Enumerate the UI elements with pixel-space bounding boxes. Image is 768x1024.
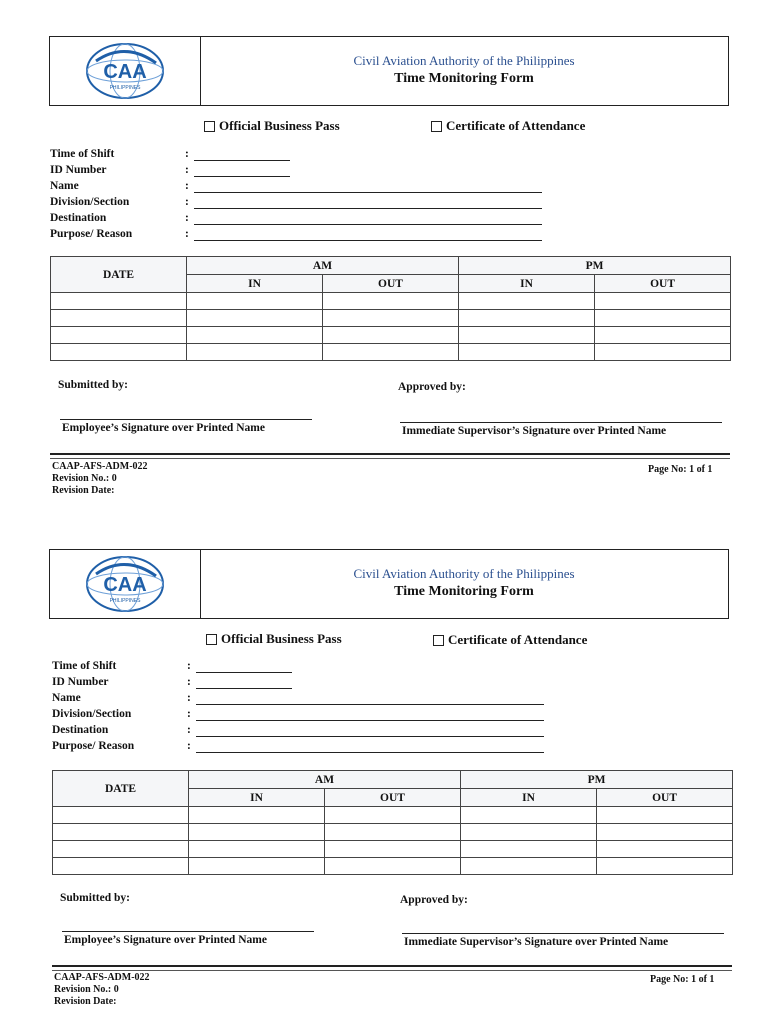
supervisor-signature-label: Immediate Supervisor’s Signature over Printed Name (402, 425, 667, 437)
table-cell[interactable] (323, 293, 459, 310)
revision-date: Revision Date: (54, 996, 117, 1007)
revision-date: Revision Date: (52, 485, 115, 496)
supervisor-signature-label: Immediate Supervisor’s Signature over Printed Name (404, 936, 669, 948)
certificate-of-attendance-option[interactable] (433, 632, 587, 648)
table-cell[interactable] (461, 858, 597, 875)
table-row (51, 344, 731, 361)
table-cell[interactable] (187, 293, 323, 310)
option-label: Official Business Pass (219, 118, 340, 133)
field-colon: : (185, 212, 189, 224)
table-cell[interactable] (323, 344, 459, 361)
am-in-header: IN (189, 789, 325, 807)
field-purpose-reason (52, 740, 552, 756)
option-label: Official Business Pass (221, 631, 342, 646)
field-colon: : (185, 180, 189, 192)
table-cell[interactable] (53, 858, 189, 875)
table-cell[interactable] (189, 807, 325, 824)
certificate-of-attendance-option[interactable] (431, 118, 585, 134)
table-cell[interactable] (325, 807, 461, 824)
field-colon: : (187, 692, 191, 704)
table-row (51, 310, 731, 327)
table-cell[interactable] (53, 824, 189, 841)
field-label: Division/Section (52, 708, 132, 720)
pm-header: PM (459, 257, 731, 275)
table-cell[interactable] (189, 824, 325, 841)
checkbox-icon[interactable] (431, 121, 442, 132)
field-colon: : (185, 164, 189, 176)
page-number: Page No: 1 of 1 (648, 464, 713, 475)
approved-by-label: Approved by: (400, 894, 468, 906)
field-destination (50, 212, 550, 228)
field-label: Destination (50, 212, 107, 224)
field-id-number (52, 676, 552, 692)
logo-subtext: PHILIPPINES (109, 85, 141, 91)
doc-code: CAAP-AFS-ADM-022 (54, 972, 150, 983)
employee-signature-line[interactable] (62, 931, 314, 932)
table-cell[interactable] (595, 327, 731, 344)
table-cell[interactable] (51, 310, 187, 327)
footer-doc-info (54, 972, 150, 1008)
field-colon: : (187, 676, 191, 688)
field-label: Time of Shift (52, 660, 117, 672)
org-name: Civil Aviation Authority of the Philippines (353, 53, 575, 68)
division-section-input[interactable] (194, 208, 542, 209)
date-header: DATE (53, 771, 189, 807)
destination-input[interactable] (196, 736, 544, 737)
table-cell[interactable] (51, 344, 187, 361)
am-in-header: IN (187, 275, 323, 293)
table-cell[interactable] (187, 310, 323, 327)
time-of-shift-input[interactable] (196, 672, 292, 673)
info-fields (50, 148, 550, 244)
table-cell[interactable] (53, 841, 189, 858)
time-table (50, 256, 731, 361)
table-cell[interactable] (459, 293, 595, 310)
checkbox-icon[interactable] (206, 634, 217, 645)
footer-rule (52, 965, 732, 971)
table-cell[interactable] (595, 344, 731, 361)
pm-header: PM (461, 771, 733, 789)
revision-no: Revision No.: 0 (54, 984, 119, 995)
official-business-pass-option[interactable] (204, 118, 340, 134)
table-cell[interactable] (597, 841, 733, 858)
revision-no: Revision No.: 0 (52, 473, 117, 484)
option-label: Certificate of Attendance (446, 118, 586, 133)
field-purpose-reason (50, 228, 550, 244)
table-cell[interactable] (325, 824, 461, 841)
official-business-pass-option[interactable] (206, 631, 342, 647)
supervisor-signature-line[interactable] (400, 422, 722, 423)
table-row (51, 293, 731, 310)
field-label: ID Number (52, 676, 109, 688)
am-header: AM (187, 257, 459, 275)
table-cell[interactable] (53, 807, 189, 824)
submitted-by-label: Submitted by: (60, 892, 130, 904)
employee-signature-line[interactable] (60, 419, 312, 420)
table-cell[interactable] (459, 344, 595, 361)
supervisor-signature-line[interactable] (402, 933, 724, 934)
table-cell[interactable] (189, 841, 325, 858)
purpose-reason-input[interactable] (194, 240, 542, 241)
org-name: Civil Aviation Authority of the Philippines (353, 566, 575, 581)
table-row (53, 807, 733, 824)
field-name (50, 180, 550, 196)
field-label: Name (50, 180, 79, 192)
caa-logo-icon (82, 39, 168, 103)
form-title: Time Monitoring Form (394, 71, 534, 86)
field-division-section (52, 708, 552, 724)
table-cell[interactable] (187, 344, 323, 361)
field-division-section (50, 196, 550, 212)
field-label: Purpose/ Reason (52, 740, 135, 752)
table-row (53, 858, 733, 875)
purpose-reason-input[interactable] (196, 752, 544, 753)
field-label: Name (52, 692, 81, 704)
form-title: Time Monitoring Form (394, 584, 534, 599)
am-header: AM (189, 771, 461, 789)
pm-out-header: OUT (597, 789, 733, 807)
name-input[interactable] (196, 704, 544, 705)
table-cell[interactable] (325, 858, 461, 875)
table-row (53, 841, 733, 858)
table-cell[interactable] (597, 824, 733, 841)
field-colon: : (187, 724, 191, 736)
option-label: Certificate of Attendance (448, 632, 588, 647)
field-name (52, 692, 552, 708)
table-cell[interactable] (323, 310, 459, 327)
table-cell[interactable] (51, 327, 187, 344)
time-table (52, 770, 733, 875)
field-colon: : (185, 196, 189, 208)
table-cell[interactable] (461, 824, 597, 841)
division-section-input[interactable] (196, 720, 544, 721)
logo-text: CAA (103, 61, 147, 83)
field-colon: : (185, 148, 189, 160)
logo-text: CAA (103, 574, 147, 596)
id-number-input[interactable] (194, 176, 290, 177)
field-destination (52, 724, 552, 740)
footer-doc-info (52, 461, 148, 497)
doc-code: CAAP-AFS-ADM-022 (52, 461, 148, 472)
logo-cell (50, 37, 201, 105)
field-label: Purpose/ Reason (50, 228, 133, 240)
time-of-shift-input[interactable] (194, 160, 290, 161)
table-cell[interactable] (187, 327, 323, 344)
form-header (49, 549, 729, 619)
name-input[interactable] (194, 192, 542, 193)
field-time-of-shift (52, 660, 552, 676)
field-label: Time of Shift (50, 148, 115, 160)
field-label: Division/Section (50, 196, 130, 208)
table-cell[interactable] (51, 293, 187, 310)
pm-in-header: IN (459, 275, 595, 293)
employee-signature-label: Employee’s Signature over Printed Name (62, 422, 265, 434)
table-cell[interactable] (189, 858, 325, 875)
field-colon: : (187, 708, 191, 720)
field-label: ID Number (50, 164, 107, 176)
field-id-number (50, 164, 550, 180)
date-header: DATE (51, 257, 187, 293)
info-fields (52, 660, 552, 756)
field-time-of-shift (50, 148, 550, 164)
table-cell[interactable] (461, 807, 597, 824)
form-header (49, 36, 729, 106)
destination-input[interactable] (194, 224, 542, 225)
pm-in-header: IN (461, 789, 597, 807)
checkbox-icon[interactable] (433, 635, 444, 646)
employee-signature-label: Employee’s Signature over Printed Name (64, 934, 267, 946)
table-cell[interactable] (459, 310, 595, 327)
footer-rule (50, 453, 730, 459)
table-row (51, 327, 731, 344)
table-cell[interactable] (597, 858, 733, 875)
checkbox-icon[interactable] (204, 121, 215, 132)
pm-out-header: OUT (595, 275, 731, 293)
field-colon: : (185, 228, 189, 240)
caa-logo-icon (82, 552, 168, 616)
table-cell[interactable] (459, 327, 595, 344)
am-out-header: OUT (325, 789, 461, 807)
table-cell[interactable] (323, 327, 459, 344)
page-number: Page No: 1 of 1 (650, 974, 715, 985)
table-cell[interactable] (597, 807, 733, 824)
logo-cell (50, 550, 201, 618)
table-row (53, 824, 733, 841)
field-label: Destination (52, 724, 109, 736)
id-number-input[interactable] (196, 688, 292, 689)
field-colon: : (187, 660, 191, 672)
am-out-header: OUT (323, 275, 459, 293)
table-cell[interactable] (325, 841, 461, 858)
submitted-by-label: Submitted by: (58, 379, 128, 391)
field-colon: : (187, 740, 191, 752)
table-cell[interactable] (595, 310, 731, 327)
approved-by-label: Approved by: (398, 381, 466, 393)
table-cell[interactable] (595, 293, 731, 310)
table-cell[interactable] (461, 841, 597, 858)
logo-subtext: PHILIPPINES (109, 598, 141, 604)
